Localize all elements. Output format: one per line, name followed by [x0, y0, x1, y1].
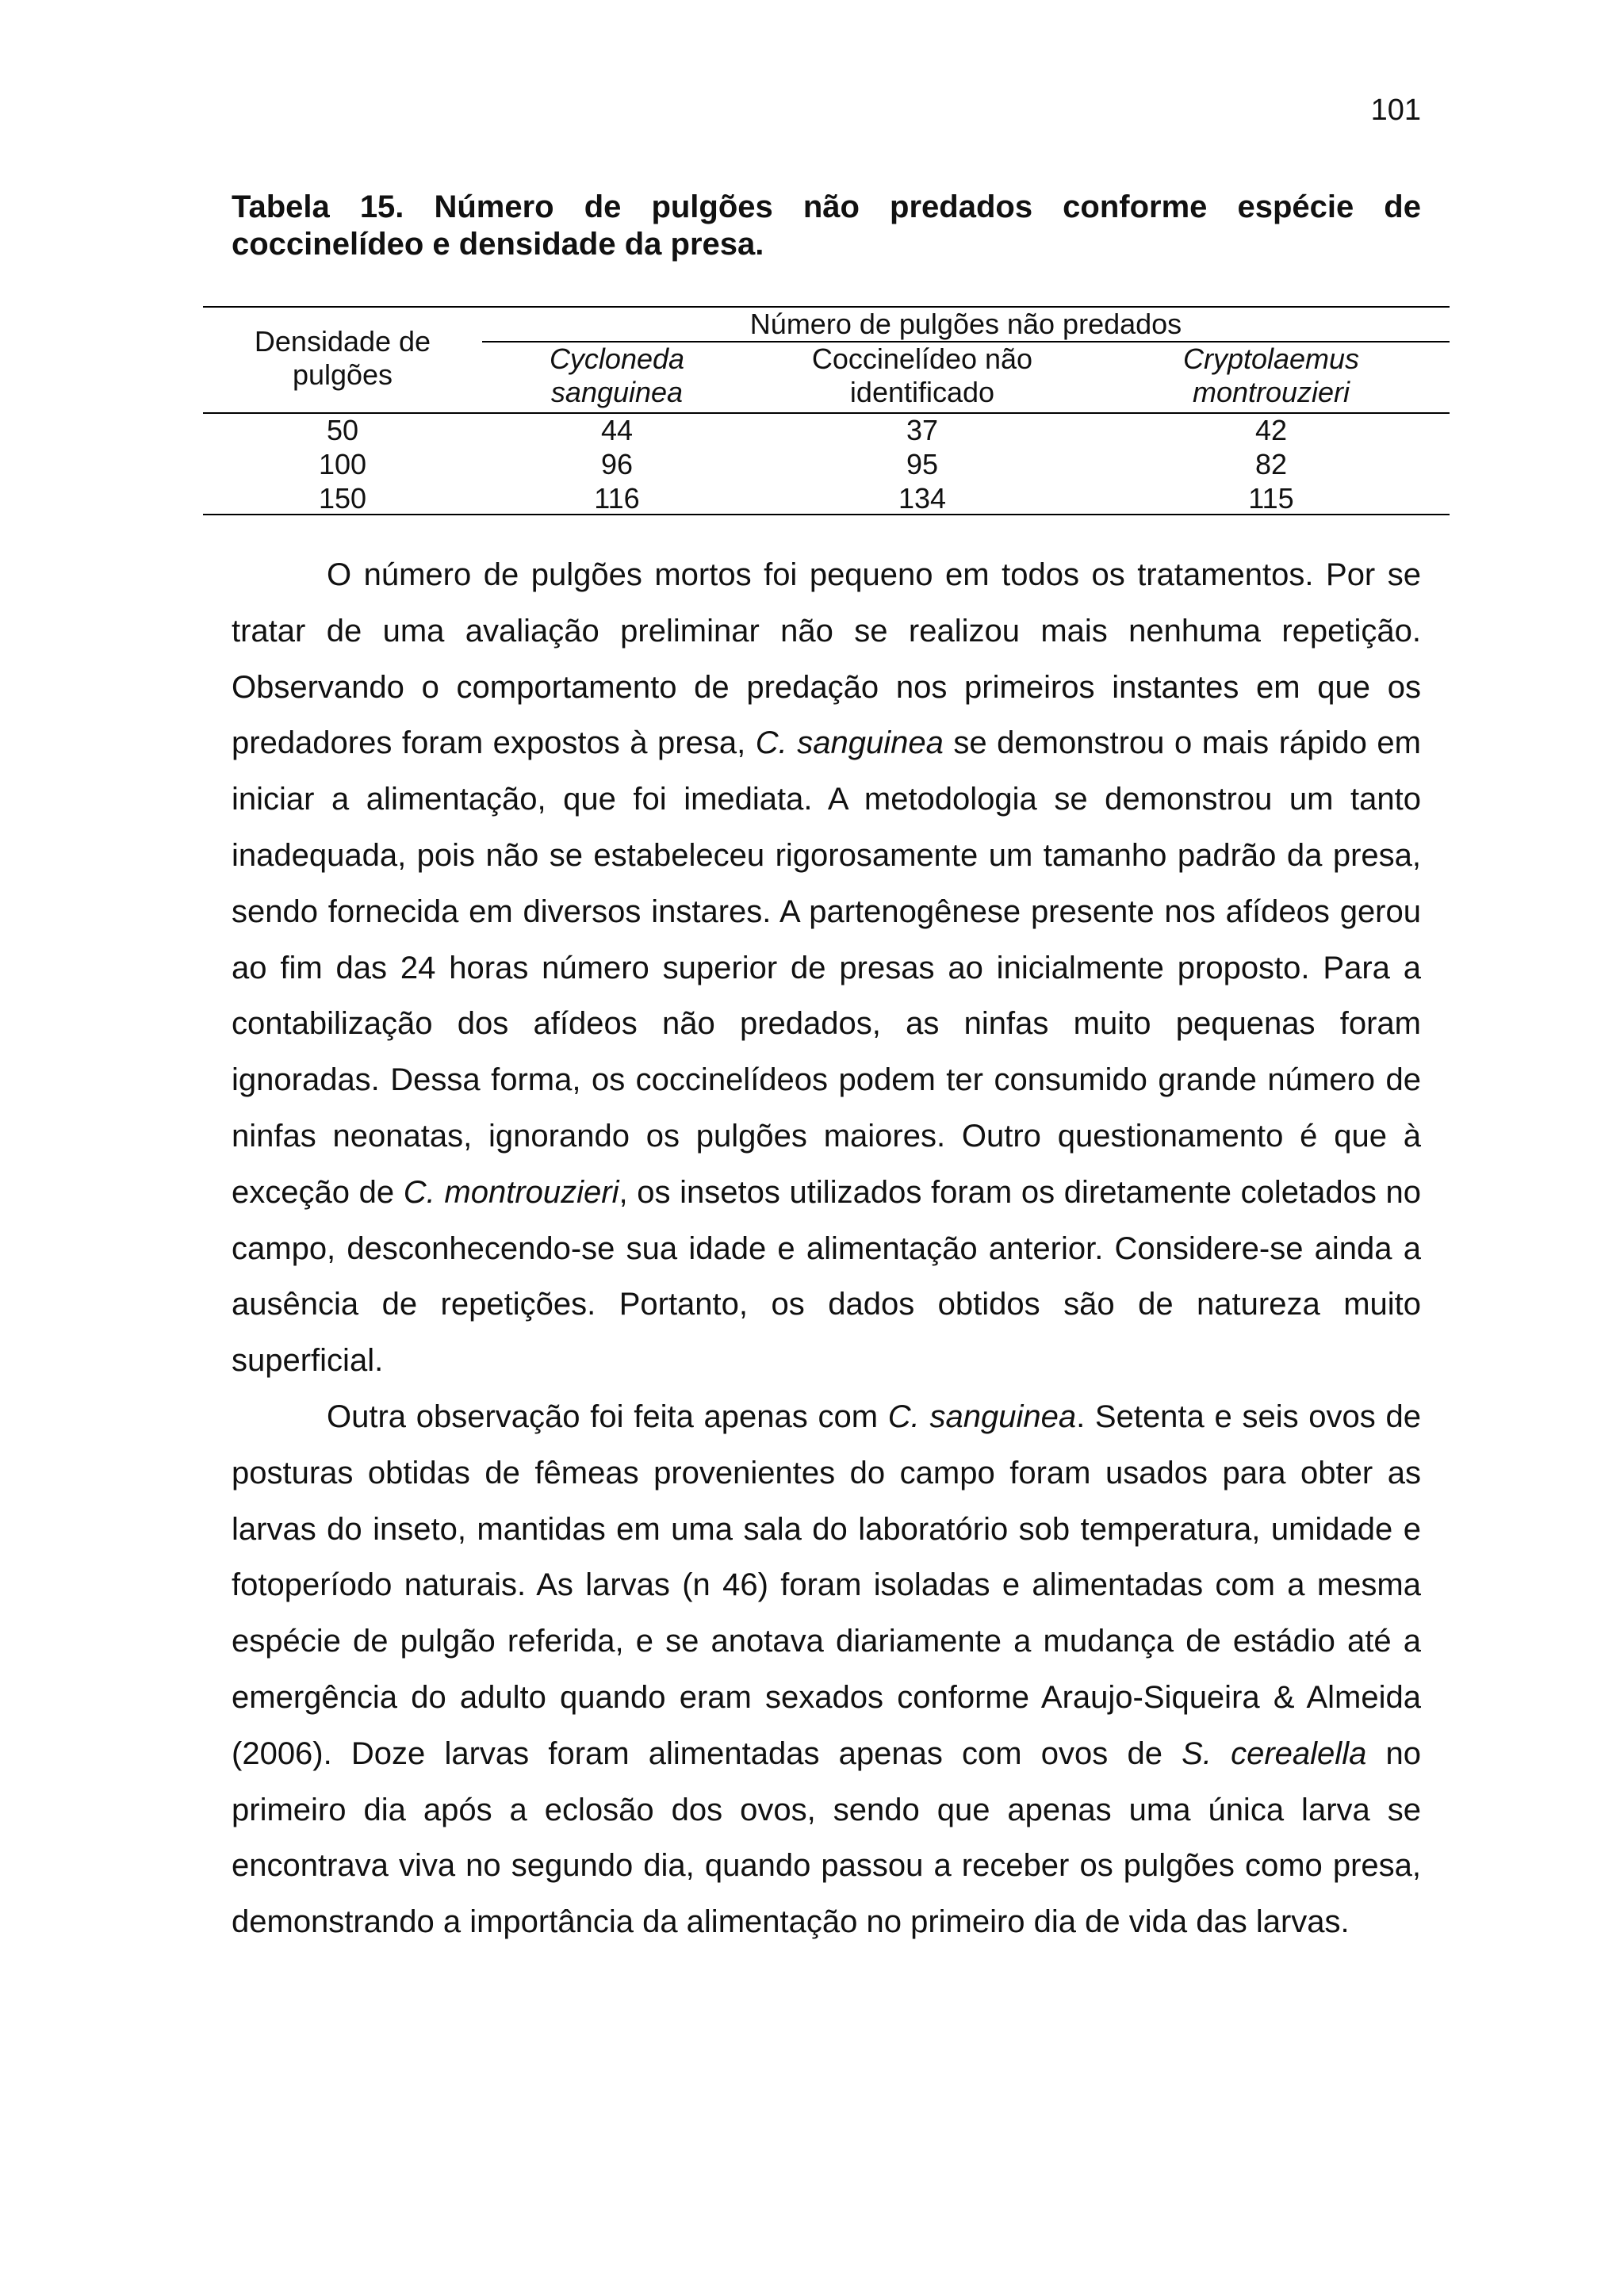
table-cell: 50	[326, 414, 359, 446]
page-number: 101	[1370, 94, 1421, 127]
species-name: C. sanguinea	[887, 1399, 1077, 1434]
text-run: no primeiro dia após a eclosão dos ovos, sendo que apenas uma única larva se encontrava viva no segundo dia, quando passou a receber os pulgões como presa, demonstrando a importância da alimentação no primeiro dia de vida das larvas.	[232, 1735, 1421, 1940]
paragraph	[232, 1389, 1421, 1950]
text-run: Outra observação foi feita apenas com	[327, 1399, 888, 1434]
table-cell: 44	[600, 414, 634, 446]
body-text	[232, 547, 1421, 1950]
table-cell: 100	[318, 448, 367, 480]
species-name: C. montrouzieri	[403, 1174, 619, 1210]
table-cell: 134	[898, 482, 947, 515]
caption-word: conforme	[1063, 189, 1208, 224]
table-cell: 82	[1254, 448, 1288, 480]
column-header-cryptolaemus: Cryptolaemus montrouzieri	[1182, 342, 1360, 408]
species-name: S. cerealella	[1182, 1735, 1367, 1771]
caption-word: predados	[890, 189, 1033, 224]
species-name: C. sanguinea	[755, 725, 944, 761]
caption-word: de	[584, 189, 622, 224]
table-caption	[232, 189, 1421, 263]
column-header-cycloneda: Cycloneda sanguinea	[549, 342, 685, 408]
column-header-coccinelideo: Coccinelídeo não identificado	[811, 342, 1033, 408]
caption-word: Tabela	[232, 189, 330, 224]
caption-line-2: coccinelídeo e densidade da presa.	[232, 227, 764, 262]
row-header: Densidade de pulgões	[254, 325, 431, 391]
paragraph	[232, 547, 1421, 1389]
caption-word: pulgões	[651, 189, 773, 224]
table-cell: 115	[1248, 482, 1294, 515]
table-cell: 116	[594, 482, 640, 515]
text-run: , os insetos utilizados foram os diretamente coletados no campo, desconhecendo-se sua idade e alimentação anterior. Considere-se ainda a ausência de repetições. Portanto, os dados obtidos são de natureza muito superficial.	[232, 1174, 1421, 1379]
text-run: se demonstrou o mais rápido em iniciar a alimentação, que foi imediata. A metodologia se demonstrou um tanto inadequada, pois não se estabeleceu rigorosamente um tamanho padrão da presa, sendo fornecida em diversos instares. A partenogênese presente nos afídeos gerou ao fim das 24 horas número superior de presas ao inicialmente proposto. Para a contabilização dos afídeos não predados, as ninfas muito pequenas foram ignoradas. Dessa forma, os coccinelídeos podem ter consumido grande número de ninfas neonatas, ignorando os pulgões maiores. Outro questionamento é que à exceção de	[232, 725, 1421, 1210]
table-cell: 42	[1254, 414, 1288, 446]
group-header: Número de pulgões não predados	[749, 308, 1182, 340]
table-cell: 96	[600, 448, 634, 480]
table-cell: 95	[906, 448, 939, 480]
caption-word: não	[802, 189, 860, 224]
table-cell: 37	[906, 414, 939, 446]
text-run: . Setenta e seis ovos de posturas obtidas de fêmeas provenientes do campo foram usados para obter as larvas do inseto, mantidas em uma sala do laboratório sob temperatura, umidade e fotoperíodo naturais. As larvas (n 46) foram isoladas e alimentadas com a mesma espécie de pulgão referida, e se anotava diariamente a mudança de estádio até a emergência do adulto quando eram sexados conforme Araujo-Siqueira & Almeida (2006). Doze larvas foram alimentadas apenas com ovos de	[232, 1399, 1421, 1771]
caption-word: Número	[434, 189, 554, 224]
caption-line-1	[232, 189, 1421, 226]
caption-word: espécie	[1237, 189, 1354, 224]
caption-word: 15.	[359, 189, 404, 224]
table-cell: 150	[318, 482, 367, 515]
caption-word: de	[1384, 189, 1421, 224]
text-run: O número de pulgões mortos foi pequeno em todos os tratamentos. Por se tratar de uma avaliação preliminar não se realizou mais nenhuma repetição. Observando o comportamento de predação nos primeiros instantes em que os predadores foram expostos à presa,	[232, 557, 1421, 761]
